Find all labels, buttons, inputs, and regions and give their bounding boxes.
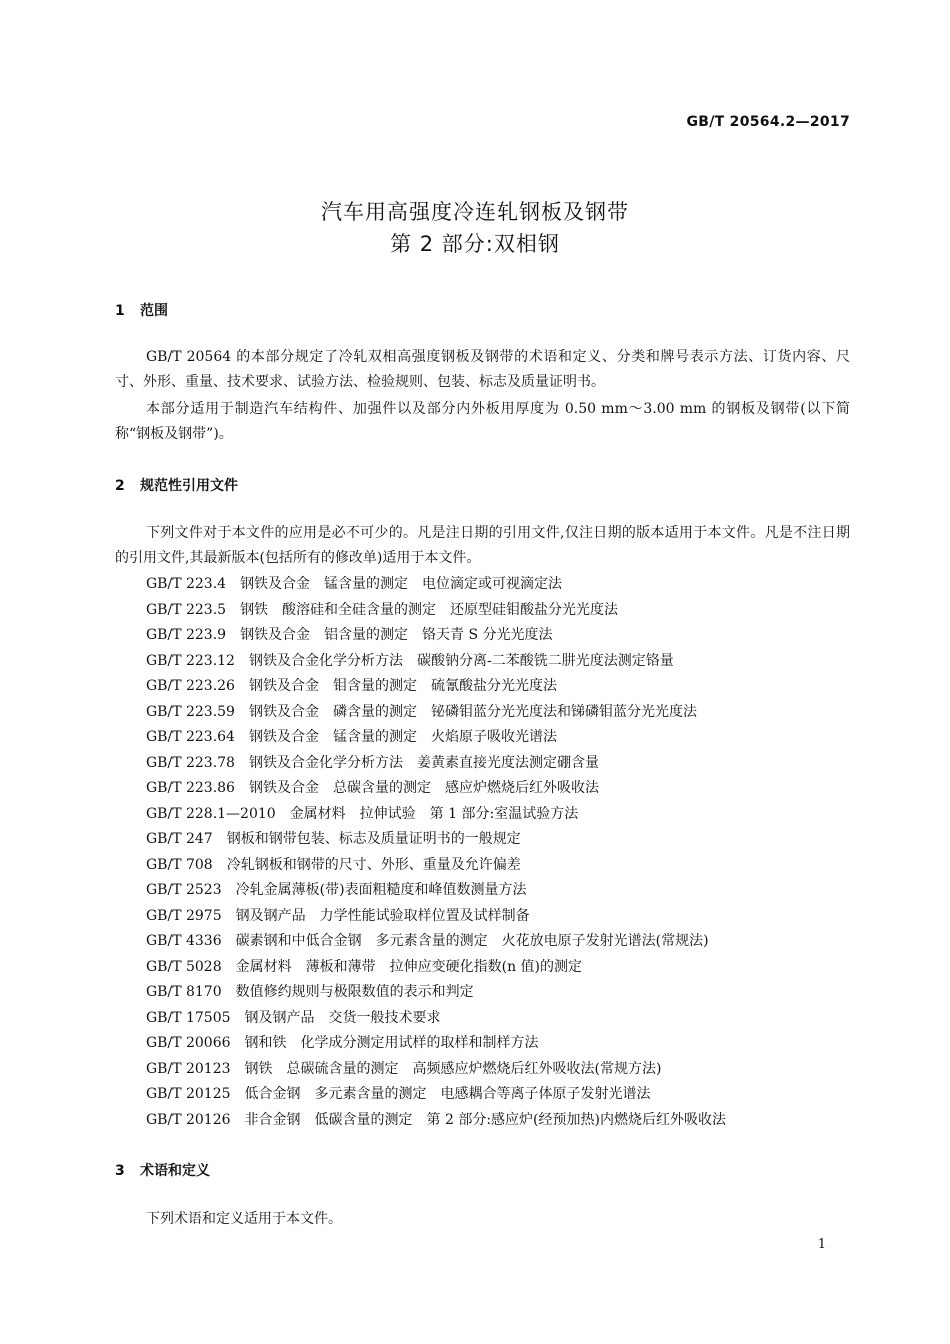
reference-item bbox=[146, 853, 726, 879]
document-title: 汽车用高强度冷连轧钢板及钢带 bbox=[321, 200, 629, 224]
section-number: 1 bbox=[115, 303, 125, 319]
reference-title: 冷轧钢板和钢带的尺寸、外形、重量及允许偏差 bbox=[226, 856, 521, 873]
reference-title: 钢铁及合金 总碳含量的测定 感应炉燃烧后红外吸收法 bbox=[248, 780, 599, 796]
reference-title: 钢铁 酸溶硅和全硅含量的测定 还原型硅钼酸盐分光光度法 bbox=[240, 601, 619, 618]
reference-code: GB/T 708 bbox=[146, 856, 213, 873]
reference-title: 钢和铁 化学成分测定用试样的取样和制样方法 bbox=[244, 1035, 539, 1051]
reference-item bbox=[146, 827, 726, 853]
reference-title: 金属材料 拉伸试验 第 1 部分:室温试验方法 bbox=[289, 805, 579, 822]
reference-title: 钢铁及合金 铝含量的测定 铬天青 S 分光光度法 bbox=[240, 627, 553, 643]
reference-code: GB/T 223.26 bbox=[146, 678, 235, 694]
reference-title: 钢铁 总碳硫含量的测定 高频感应炉燃烧后红外吸收法(常规方法) bbox=[244, 1060, 662, 1077]
reference-item bbox=[146, 725, 726, 751]
reference-title: 碳素钢和中低合金钢 多元素含量的测定 火花放电原子发射光谱法(常规法) bbox=[235, 933, 709, 949]
reference-item bbox=[146, 572, 726, 598]
terms-intro: 下列术语和定义适用于本文件。 bbox=[146, 1211, 342, 1227]
reference-code: GB/T 223.59 bbox=[146, 703, 235, 720]
reference-code: GB/T 5028 bbox=[146, 958, 222, 975]
references-intro: 下列文件对于本文件的应用是必不可少的。凡是注日期的引用文件,仅注日期的版本适用于本文件。凡是不注日期的引用文件,其最新版本(包括所有的修改单)适用于本文件。 bbox=[115, 525, 850, 566]
reference-title: 非合金钢 低碳含量的测定 第 2 部分:感应炉(经预加热)内燃烧后红外吸收法 bbox=[244, 1111, 726, 1128]
reference-code: GB/T 223.64 bbox=[146, 729, 235, 745]
reference-title: 钢铁及合金 磷含量的测定 铋磷钼蓝分光光度法和锑磷钼蓝分光光度法 bbox=[248, 703, 697, 720]
reference-item bbox=[146, 878, 726, 904]
reference-item bbox=[146, 1082, 726, 1108]
reference-code: GB/T 20123 bbox=[146, 1060, 231, 1077]
section-heading-terms bbox=[115, 1160, 210, 1180]
reference-code: GB/T 4336 bbox=[146, 933, 222, 949]
reference-code: GB/T 223.78 bbox=[146, 754, 235, 771]
reference-code: GB/T 20125 bbox=[146, 1086, 231, 1102]
reference-item bbox=[146, 674, 726, 700]
reference-title: 钢铁及合金 锰含量的测定 电位滴定或可视滴定法 bbox=[240, 576, 563, 592]
reference-code: GB/T 223.9 bbox=[146, 627, 227, 643]
reference-title: 钢铁及合金化学分析方法 碳酸钠分离-二苯酸铣二肼光度法测定铬量 bbox=[248, 652, 674, 669]
reference-item bbox=[146, 802, 726, 828]
reference-item bbox=[146, 929, 726, 955]
reference-list bbox=[146, 572, 726, 1133]
section-title: 规范性引用文件 bbox=[140, 478, 238, 494]
page-number: 1 bbox=[817, 1237, 826, 1252]
reference-code: GB/T 223.12 bbox=[146, 652, 235, 669]
reference-title: 钢铁及合金 钼含量的测定 硫氰酸盐分光光度法 bbox=[248, 678, 557, 694]
reference-title: 低合金钢 多元素含量的测定 电感耦合等离子体原子发射光谱法 bbox=[244, 1086, 651, 1102]
reference-code: GB/T 223.4 bbox=[146, 576, 227, 592]
document-subtitle: 第 2 部分:双相钢 bbox=[390, 232, 560, 256]
reference-item bbox=[146, 751, 726, 777]
reference-code: GB/T 20066 bbox=[146, 1035, 231, 1051]
section-number: 2 bbox=[115, 478, 125, 494]
reference-code: GB/T 223.86 bbox=[146, 780, 235, 796]
section-title: 范围 bbox=[140, 303, 168, 319]
reference-item bbox=[146, 623, 726, 649]
reference-item bbox=[146, 980, 726, 1006]
reference-item bbox=[146, 955, 726, 981]
scope-paragraph-2: 本部分适用于制造汽车结构件、加强件以及部分内外板用厚度为 0.50 mm～3.00 mm 的钢板及钢带(以下简称“钢板及钢带”)。 bbox=[115, 401, 850, 442]
reference-title: 钢及钢产品 力学性能试验取样位置及试样制备 bbox=[235, 907, 530, 924]
reference-code: GB/T 223.5 bbox=[146, 601, 227, 618]
reference-item bbox=[146, 1057, 726, 1083]
section-title: 术语和定义 bbox=[140, 1163, 210, 1179]
reference-code: GB/T 8170 bbox=[146, 984, 222, 1000]
reference-item bbox=[146, 598, 726, 624]
reference-title: 金属材料 薄板和薄带 拉伸应变硬化指数(n 值)的测定 bbox=[235, 958, 582, 975]
reference-code: GB/T 20126 bbox=[146, 1111, 231, 1128]
reference-item bbox=[146, 1031, 726, 1057]
reference-title: 钢铁及合金化学分析方法 姜黄素直接光度法测定硼含量 bbox=[248, 754, 599, 771]
reference-title: 钢及钢产品 交货一般技术要求 bbox=[244, 1009, 441, 1026]
section-heading-scope bbox=[115, 300, 168, 320]
section-number: 3 bbox=[115, 1163, 125, 1179]
reference-title: 钢板和钢带包装、标志及质量证明书的一般规定 bbox=[226, 831, 521, 847]
reference-code: GB/T 228.1—2010 bbox=[146, 805, 276, 822]
scope-paragraph-1: GB/T 20564 的本部分规定了冷轧双相高强度钢板及钢带的术语和定义、分类和牌号表示方法、订货内容、尺寸、外形、重量、技术要求、试验方法、检验规则、包装、标志及质量证明书。 bbox=[115, 349, 850, 390]
reference-item bbox=[146, 1006, 726, 1032]
reference-code: GB/T 2975 bbox=[146, 907, 222, 924]
reference-code: GB/T 17505 bbox=[146, 1009, 231, 1026]
reference-item bbox=[146, 776, 726, 802]
reference-code: GB/T 247 bbox=[146, 831, 213, 847]
reference-code: GB/T 2523 bbox=[146, 882, 222, 898]
reference-item bbox=[146, 904, 726, 930]
reference-item bbox=[146, 649, 726, 675]
reference-title: 数值修约规则与极限数值的表示和判定 bbox=[235, 984, 474, 1000]
reference-title: 钢铁及合金 锰含量的测定 火焰原子吸收光谱法 bbox=[248, 729, 557, 745]
standard-code: GB/T 20564.2—2017 bbox=[686, 114, 850, 130]
section-heading-normative-references bbox=[115, 475, 238, 495]
reference-item bbox=[146, 1108, 726, 1134]
reference-title: 冷轧金属薄板(带)表面粗糙度和峰值数测量方法 bbox=[235, 882, 527, 898]
reference-item bbox=[146, 700, 726, 726]
